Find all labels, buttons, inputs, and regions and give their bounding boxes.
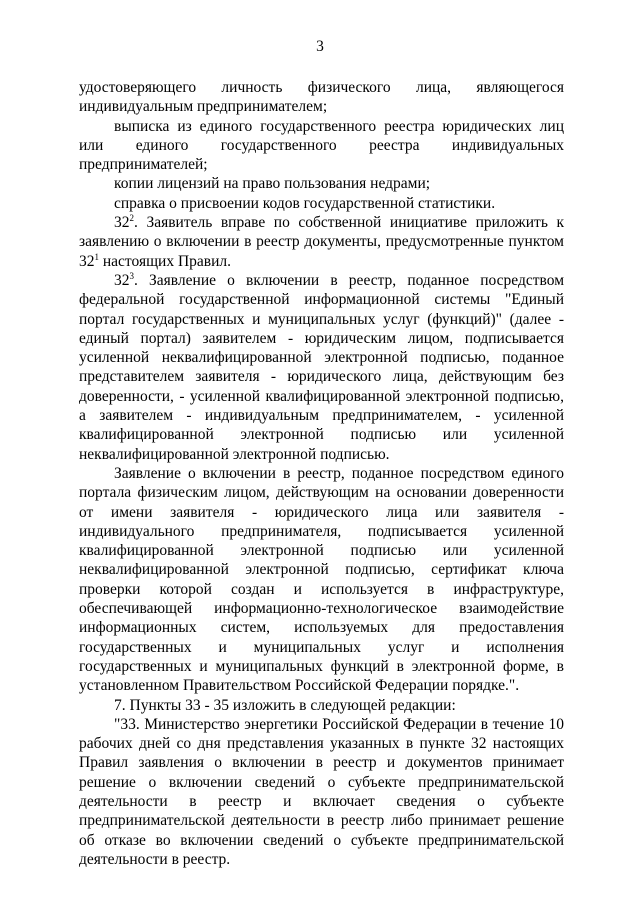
- clause-reference-superscript: 1: [94, 251, 99, 262]
- paragraph-33: "33. Министерство энергетики Российской Федерации в течение 10 рабочих дней со дня представления указанных в пункте 32 настоящих Правил заявления о включении в реестр и документов принимает решение о включении сведений о субъекте предпринимательской деятельности в реестр и включает сведения о субъекте предпринимательской деятельности в реестр либо принимает решение об отказе во включении сведений о субъекте предпринимательской деятельности в реестр.: [79, 715, 564, 868]
- list-item-statistics: справка о присвоении кодов государственной статистики.: [114, 194, 496, 212]
- paragraph-32-2: [79, 213, 564, 271]
- document-body: [79, 78, 564, 869]
- clause-superscript: 3: [129, 270, 134, 281]
- clause-number: 32: [114, 214, 130, 232]
- paragraph-portal-application: Заявление о включении в реестр, поданное посредством единого портала физическим лицом, действующим на основании доверенности от имени заявителя - юридического лица или заявителя - индивидуального предпринимателя, подписывается усиленной квалифицированной электронной подписью или усиленной неквалифицированной электронной подписью, сертификат ключа проверки которой создан и используется в инфраструктуре, обеспечивающей информационно-технологическое взаимодействие информационных систем, используемых для предоставления государственных и муниципальных услуг и исполнения государственных и муниципальных функций в электронной форме, в установленном Правительством Российской Федерации порядке.".: [79, 464, 564, 695]
- clause-superscript: 2: [129, 213, 134, 224]
- clause-text-end: настоящих Правил.: [99, 252, 231, 270]
- clause-number: 32: [114, 271, 130, 289]
- list-item-licenses: копии лицензий на право пользования недрами;: [114, 175, 431, 193]
- page-number: 3: [316, 38, 324, 55]
- clause-text: . Заявитель вправе по собственной инициативе приложить к заявлению о включении в реестр документы, предусмотренные пунктом 32: [79, 214, 564, 270]
- paragraph-item-7: 7. Пункты 33 - 35 изложить в следующей редакции:: [114, 696, 456, 714]
- paragraph-continuation: удостоверяющего личность физического лица, являющегося индивидуальным предпринимателем;: [79, 79, 564, 116]
- paragraph-32-3: [79, 271, 564, 464]
- list-item-extract: выписка из единого государственного реестра юридических лиц или единого государственного реестра индивидуальных предпринимателей;: [79, 117, 564, 174]
- clause-text: . Заявление о включении в реестр, поданное посредством федеральной государственной информационной системы "Единый портал государственных и муниципальных услуг (функций)" (далее - единый портал) заявителем - юридическим лицом, подписывается усиленной неквалифицированной электронной подписью, поданное представителем заявителя - юридического лица, действующим без доверенности, - усиленной квалифицированной электронной подписью, а заявителем - индивидуальным предпринимателем, - усиленной квалифицированной электронной подписью или усиленной неквалифицированной электронной подписью.: [79, 271, 564, 463]
